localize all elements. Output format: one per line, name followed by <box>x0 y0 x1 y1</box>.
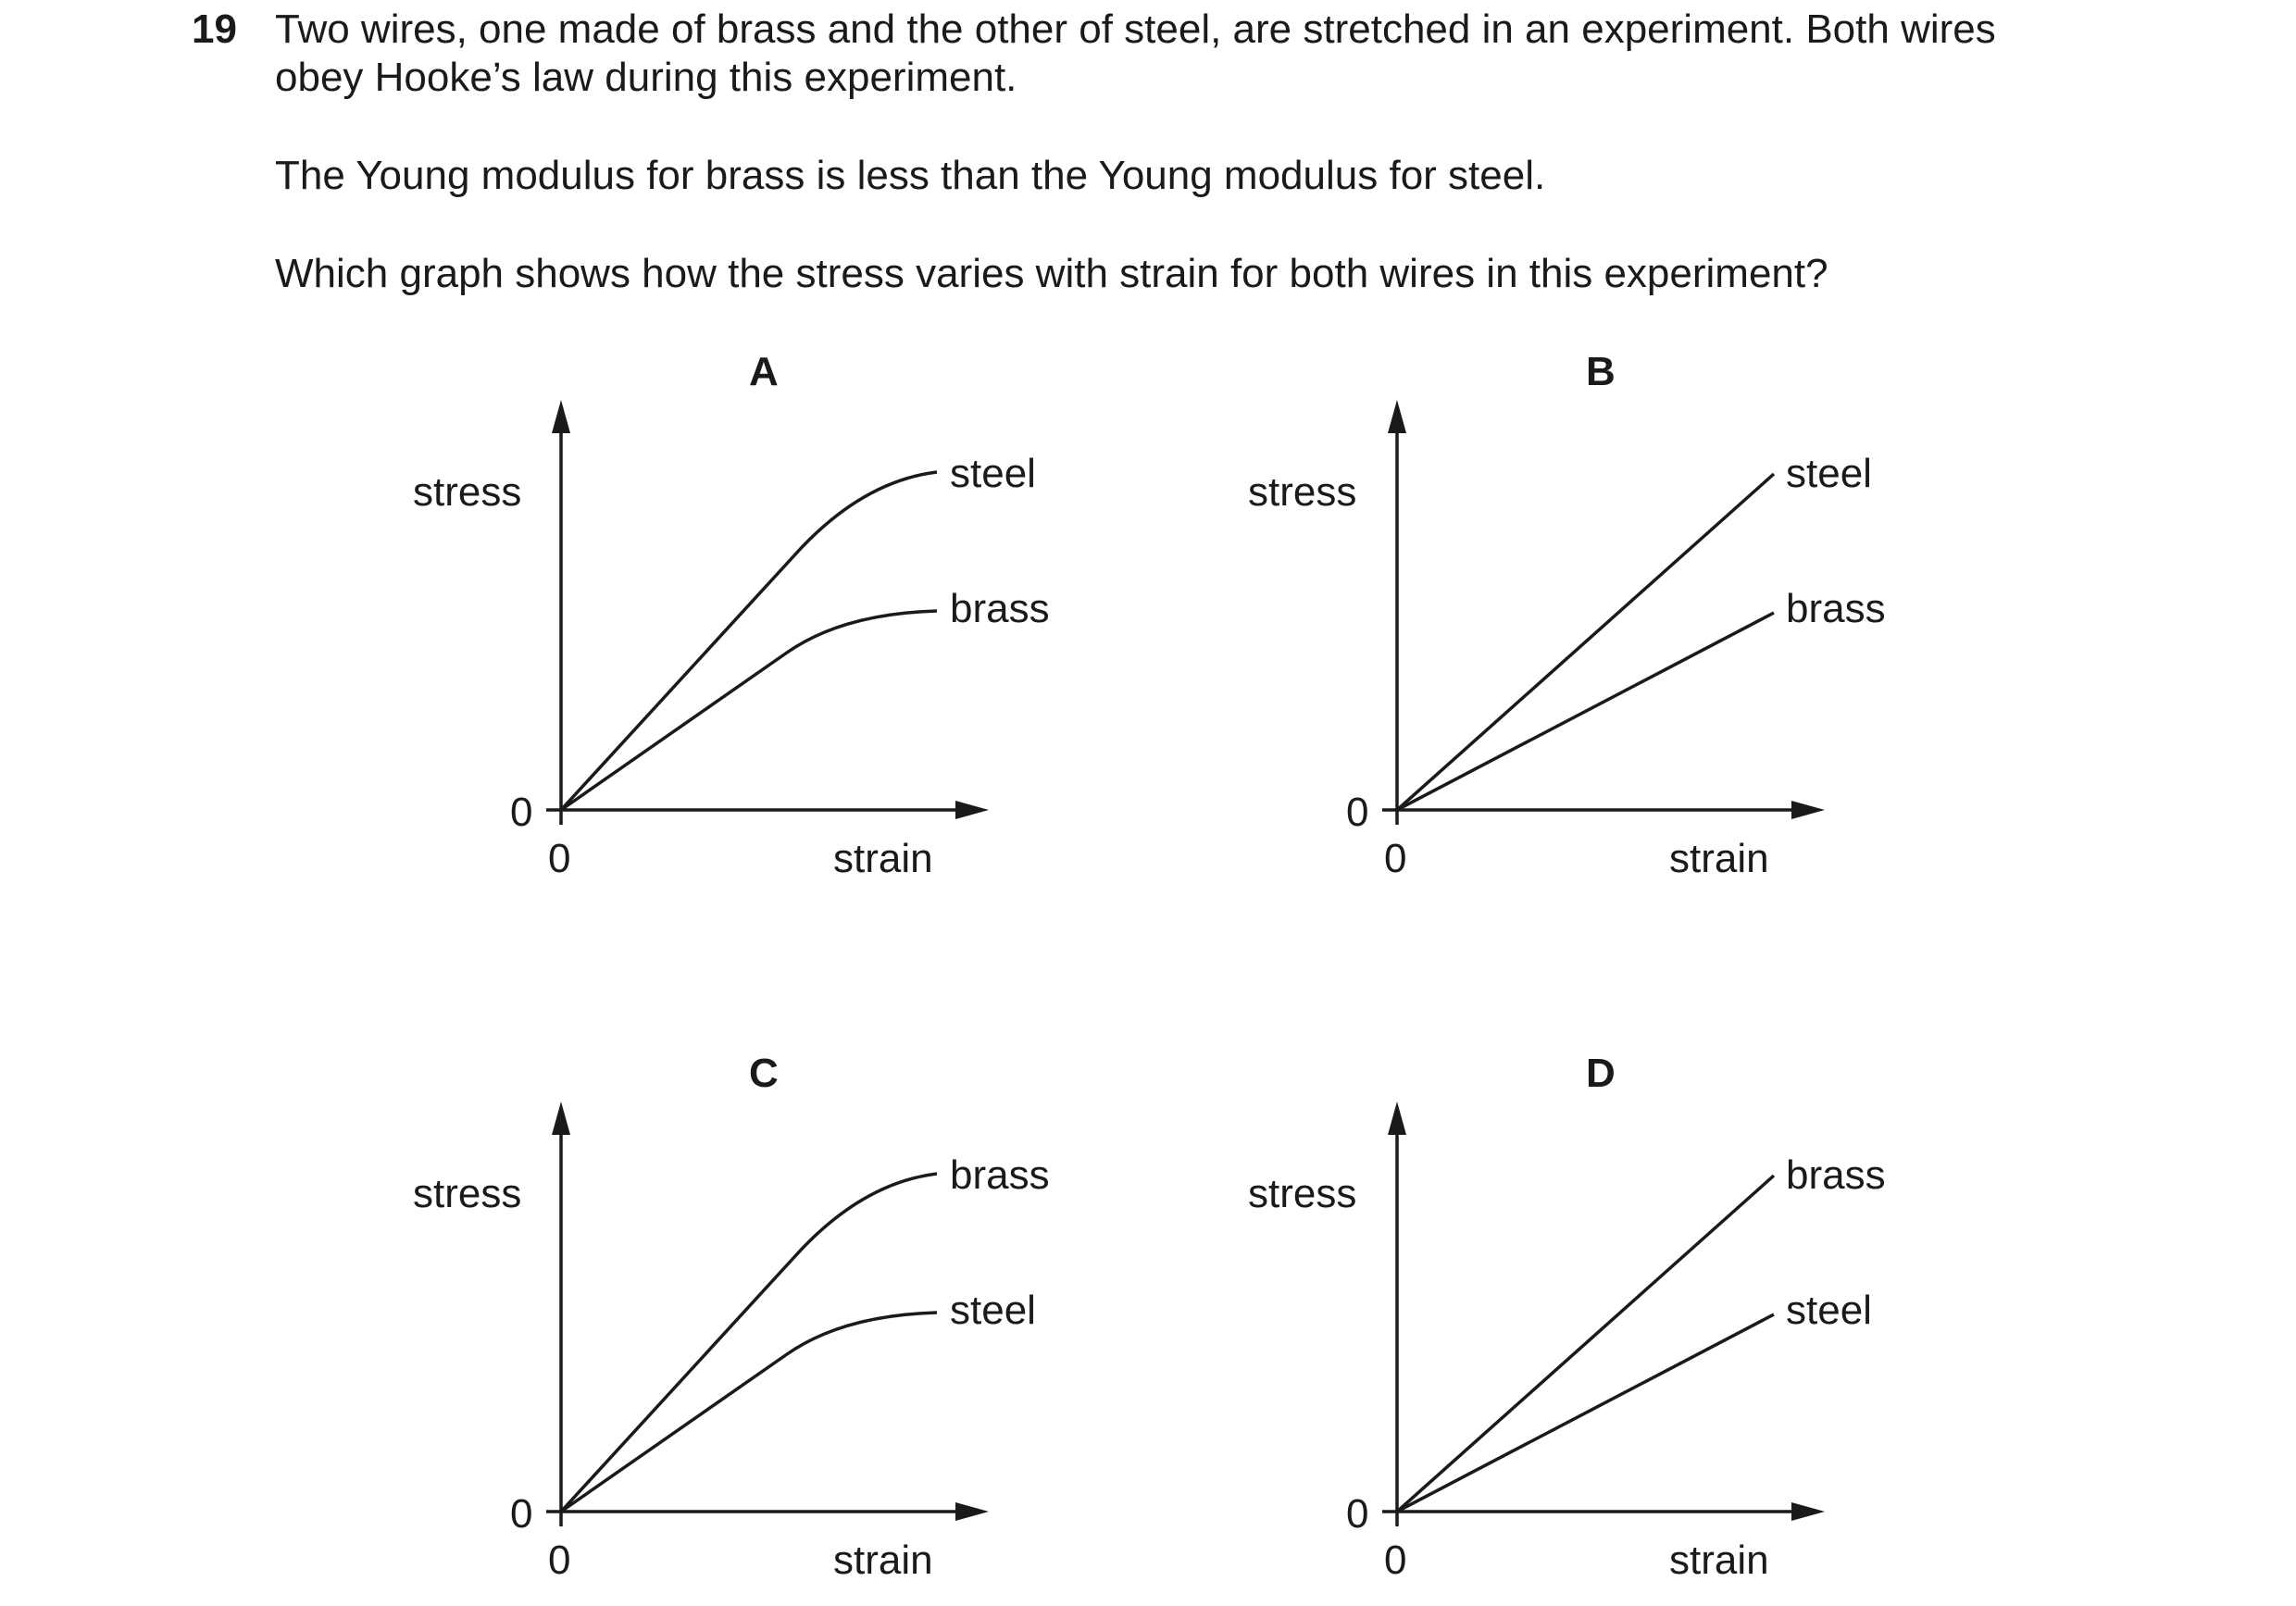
x-origin-label: 0 <box>1384 1538 1407 1583</box>
x-axis-label: strain <box>1669 1538 1769 1583</box>
y-axis-arrow <box>1388 1102 1406 1135</box>
question-number: 19 <box>192 6 237 52</box>
upper-line-label: steel <box>1786 451 1872 496</box>
option-letter-b: B <box>1586 349 1616 394</box>
x-origin-label: 0 <box>548 1538 571 1583</box>
x-origin-label: 0 <box>1384 836 1407 881</box>
x-axis-label: strain <box>833 836 933 881</box>
y-origin-label: 0 <box>1346 1491 1369 1537</box>
question-text-line-3: The Young modulus for brass is less than the Young modulus for steel. <box>275 153 1546 198</box>
y-origin-label: 0 <box>1346 790 1369 835</box>
option-letter-d: D <box>1586 1051 1616 1096</box>
upper-line-label: brass <box>950 1152 1050 1198</box>
y-axis-label: stress <box>413 469 522 515</box>
lower-line-label: steel <box>1786 1288 1872 1333</box>
question-text-line-4: Which graph shows how the stress varies with strain for both wires in this experiment? <box>275 251 1828 296</box>
x-origin-label: 0 <box>548 836 571 881</box>
lower-line-label: steel <box>950 1288 1036 1333</box>
lower-line-label: brass <box>1786 586 1886 631</box>
question-text-line-2: obey Hooke’s law during this experiment. <box>275 55 1017 100</box>
y-axis-label: stress <box>1248 1171 1357 1216</box>
lower-line-label: brass <box>950 586 1050 631</box>
y-origin-label: 0 <box>510 790 533 835</box>
question-text-line-1: Two wires, one made of brass and the other of steel, are stretched in an experiment. Both wires <box>275 6 1996 52</box>
x-axis-label: strain <box>1669 836 1769 881</box>
upper-line-label: steel <box>950 451 1036 496</box>
y-axis-label: stress <box>1248 469 1357 515</box>
upper-line-label: brass <box>1786 1152 1886 1198</box>
option-letter-a: A <box>749 349 779 394</box>
x-axis-label: strain <box>833 1538 933 1583</box>
y-origin-label: 0 <box>510 1491 533 1537</box>
option-letter-c: C <box>749 1051 779 1096</box>
y-axis-label: stress <box>413 1171 522 1216</box>
x-axis-arrow <box>1791 1502 1825 1521</box>
